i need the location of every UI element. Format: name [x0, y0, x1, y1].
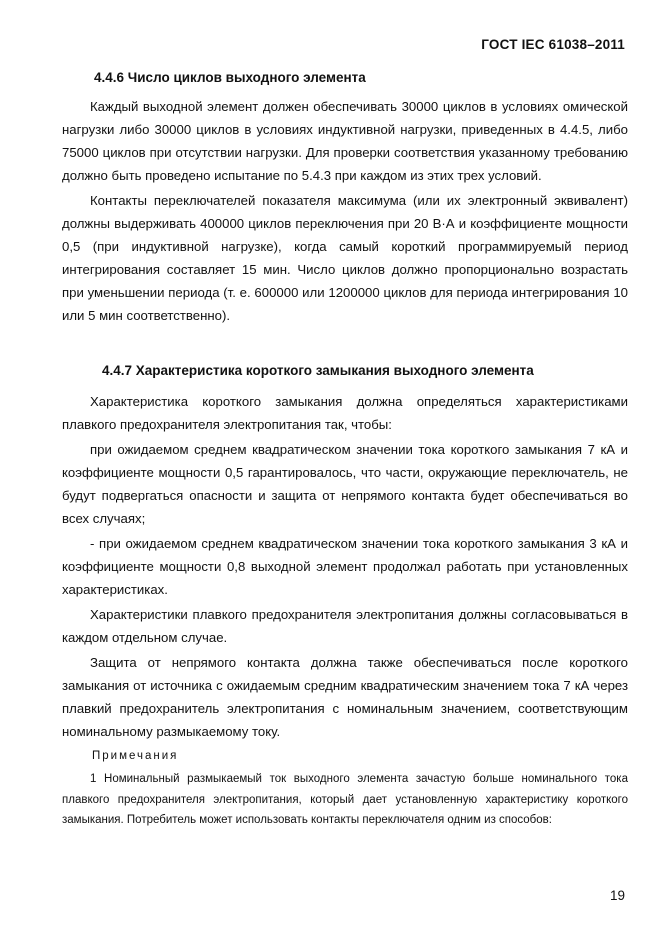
notes-title: Примечания [92, 750, 179, 762]
section-4-4-7-paragraph-1: Характеристика короткого замыкания должна определяться характеристиками плавкого предохранителя электропитания так, чтобы: [62, 394, 628, 432]
page-content [62, 58, 628, 831]
section-4-4-6-heading: 4.4.6 Число циклов выходного элемента [94, 70, 366, 85]
page-number: 19 [609, 888, 625, 903]
section-4-4-7-heading: 4.4.7 Характеристика короткого замыкания выходного элемента [102, 363, 534, 378]
section-4-4-7-paragraph-3: - при ожидаемом среднем квадратическом значении тока короткого замыкания 3 кА и коэффициенте мощности 0,8 выходной элемент продолжал работать при установленных характеристиках. [62, 536, 628, 597]
section-4-4-7-paragraph-4: Характеристики плавкого предохранителя электропитания должны согласовываться в каждом отдельном случае. [62, 607, 628, 645]
section-4-4-6-paragraph-1: Каждый выходной элемент должен обеспечивать 30000 циклов в условиях омической нагрузки либо 30000 циклов в условиях индуктивной нагрузки, приведенных в 4.4.5, либо 75000 циклов при отсутствии нагрузки. Для проверки соответствия указанному требованию должно быть проведено испытание по 5.4.3 при каждом из этих трех условий. [62, 99, 628, 183]
section-4-4-7-paragraph-2: при ожидаемом среднем квадратическом значении тока короткого замыкания 7 кА и коэффициенте мощности 0,5 гарантировалось, что части, окружающие переключатель, не будут подвергаться опасности и защита от непрямого контакта будет обеспечиваться во всех случаях; [62, 442, 628, 526]
document-code-header: ГОСТ IEC 61038–2011 [481, 37, 625, 52]
section-4-4-7-paragraph-5: Защита от непрямого контакта должна также обеспечиваться после короткого замыкания от источника с ожидаемым средним квадратическим значением тока 7 кА через плавкий предохранитель электропитания с номинальным значением, соответствующим номинальному размыкаемому току. [62, 655, 628, 739]
note-1: 1 Номинальный размыкаемый ток выходного элемента зачастую больше номинального тока плавкого предохранителя электропитания, который дает установленную характеристику короткого замыкания. Потребитель может использовать контакты переключателя одним из способов: [62, 773, 628, 826]
section-4-4-6-paragraph-2: Контакты переключателей показателя максимума (или их электронный эквивалент) должны выдерживать 400000 циклов переключения при 20 В·А и коэффициенте мощности 0,5 (при индуктивной нагрузке), когда самый короткий программируемый период интегрирования составляет 15 мин. Число циклов должно пропорционально возрастать при уменьшении периода (т. е. 600000 или 1200000 циклов для периода интегрирования 10 или 5 мин соответственно). [62, 193, 628, 323]
